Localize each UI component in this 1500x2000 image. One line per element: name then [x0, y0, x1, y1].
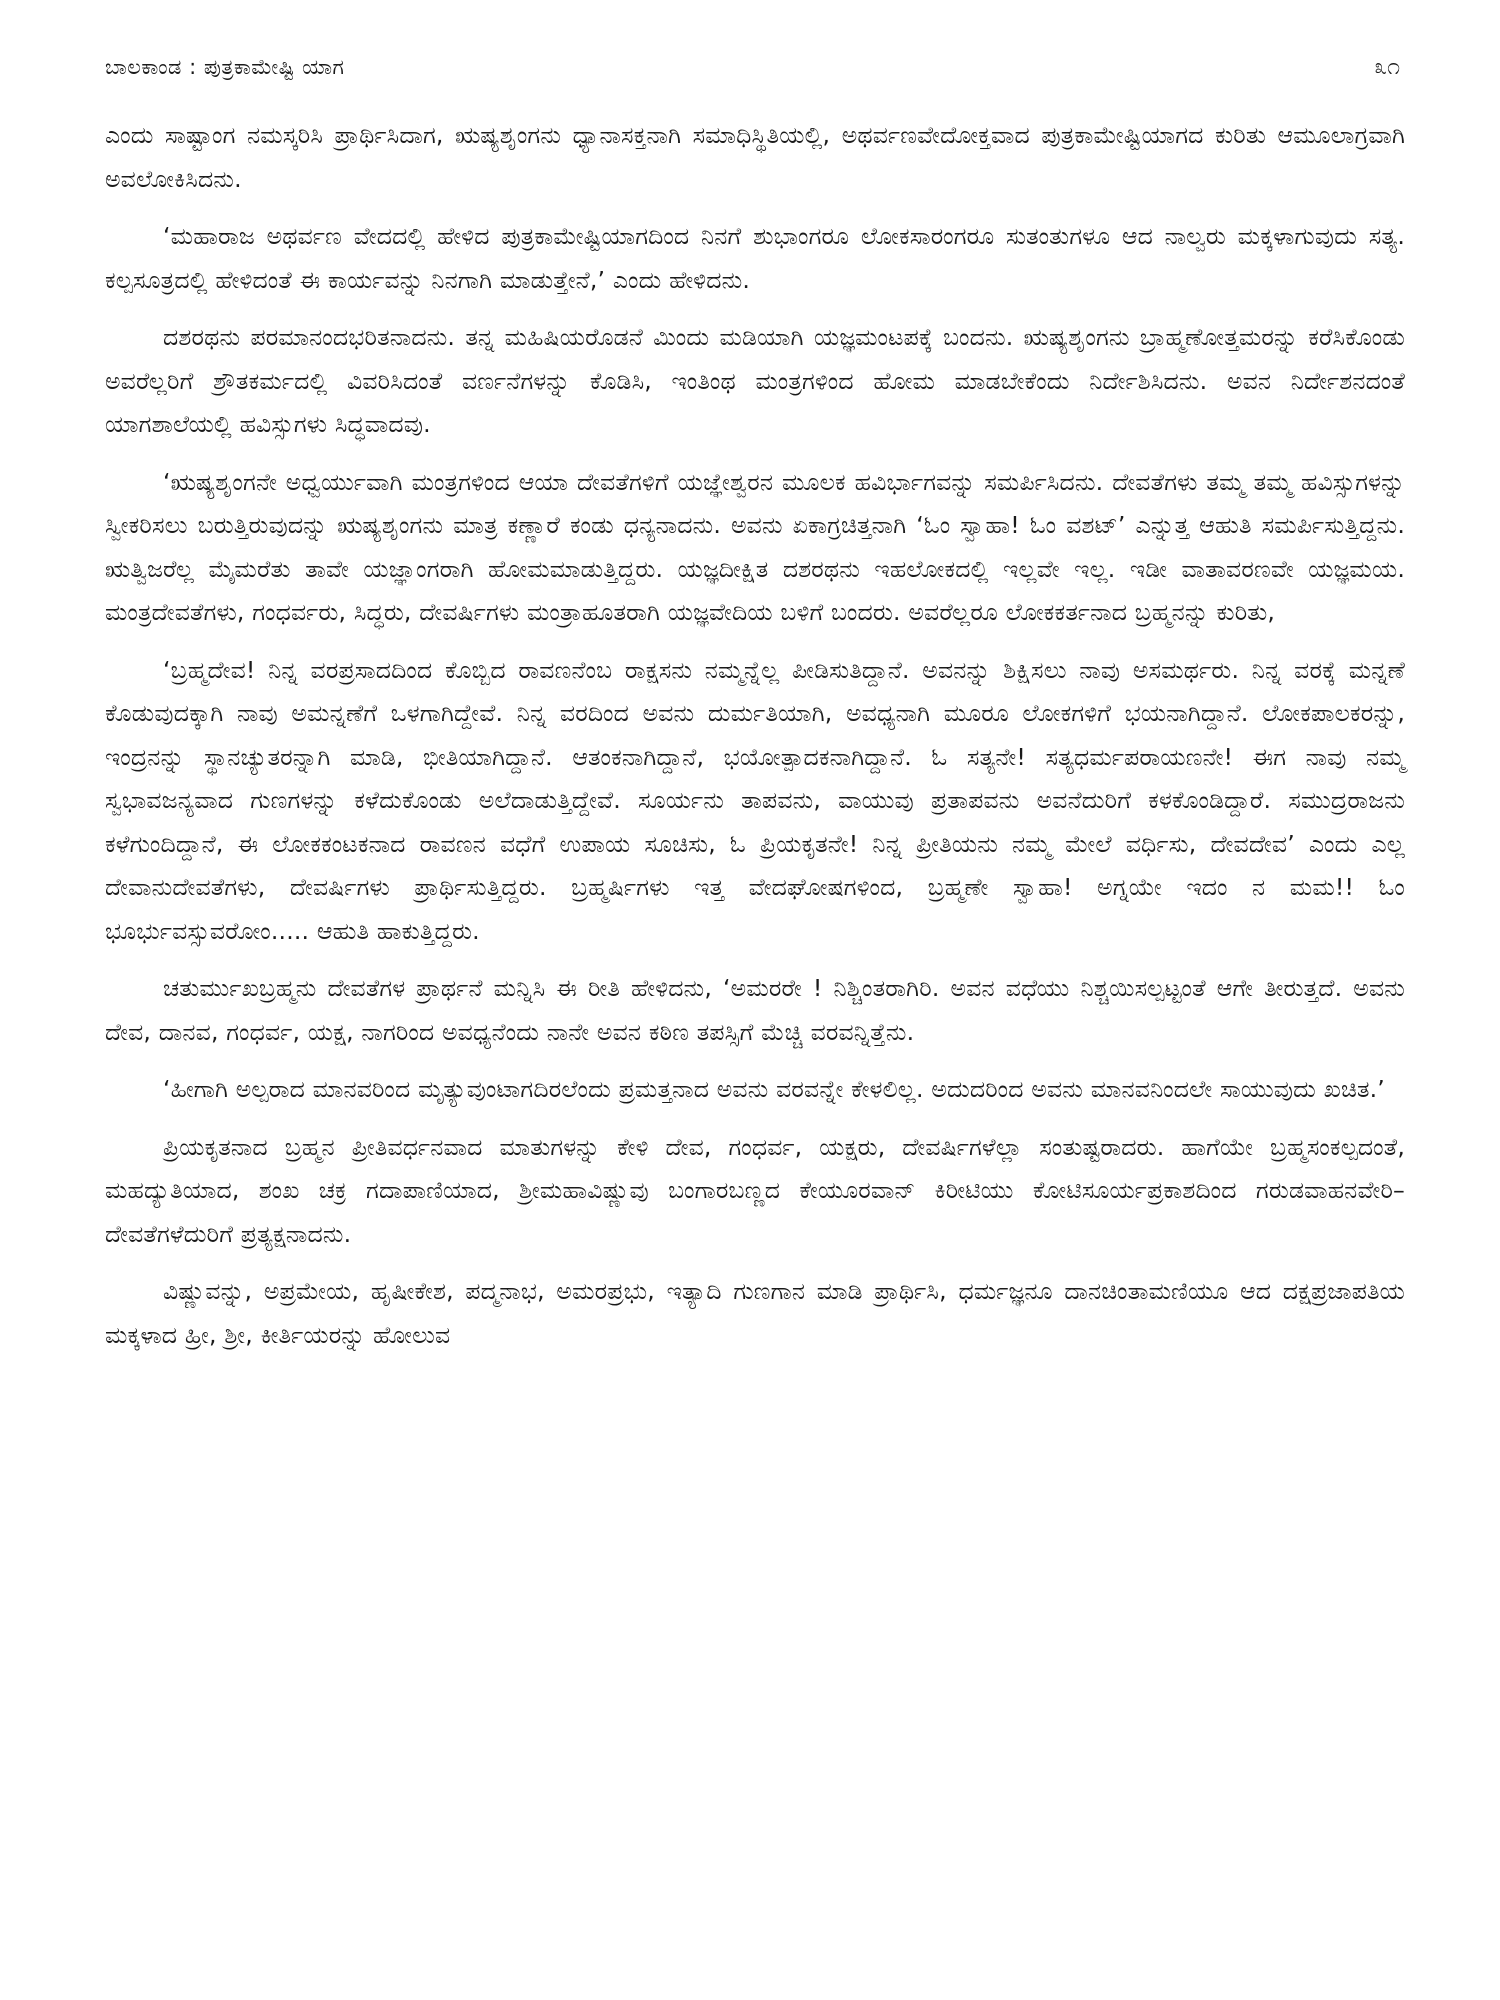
paragraph-8: ಪ್ರಿಯಕೃತನಾದ ಬ್ರಹ್ಮನ ಪ್ರೀತಿವರ್ಧನವಾದ ಮಾತುಗಳನ್ನು ಕೇಳಿ ದೇವ, ಗಂಧರ್ವ, ಯಕ್ಷರು, ದೇವರ್ಷಿಗಳೆಲ್ಲಾ ಸಂತುಷ್ಟರಾದರು. ಹಾಗೆಯೇ ಬ್ರಹ್ಮಸಂಕಲ್ಪದಂತೆ, ಮಹದ್ಯುತಿಯಾದ, ಶಂಖ ಚಕ್ರ ಗದಾಪಾಣಿಯಾದ, ಶ್ರೀಮಹಾವಿಷ್ಣುವು ಬಂಗಾರಬಣ್ಣದ ಕೇಯೂರವಾನ್ ಕಿರೀಟಿಯು ಕೋಟಿಸೂರ್ಯಪ್ರಕಾಶದಿಂದ ಗರುಡವಾಹನವೇರಿ–ದೇವತೆಗಳೆದುರಿಗೆ ಪ್ರತ್ಯಕ್ಷನಾದನು. [105, 1132, 1405, 1248]
paragraph-6: ಚತುರ್ಮುಖಬ್ರಹ್ಮನು ದೇವತೆಗಳ ಪ್ರಾರ್ಥನೆ ಮನ್ನಿಸಿ ಈ ರೀತಿ ಹೇಳಿದನು, ‘ಅಮರರೇ ! ನಿಶ್ಚಿಂತರಾಗಿರಿ. ಅವನ ವಧೆಯು ನಿಶ್ಚಯಿಸಲ್ಪಟ್ಟಂತೆ ಆಗೇ ತೀರುತ್ತದೆ. ಅವನು ದೇವ, ದಾನವ, ಗಂಧರ್ವ, ಯಕ್ಷ, ನಾಗರಿಂದ ಅವಧ್ಯನೆಂದು ನಾನೇ ಅವನ ಕಠಿಣ ತಪಸ್ಸಿಗೆ ಮೆಚ್ಚಿ ವರವನ್ನಿತ್ತೆನು. [105, 974, 1405, 1046]
paragraph-4: ‘ಋಷ್ಯಶೃಂಗನೇ ಅಧ್ವರ್ಯುವಾಗಿ ಮಂತ್ರಗಳಿಂದ ಆಯಾ ದೇವತೆಗಳಿಗೆ ಯಜ್ಞೇಶ್ವರನ ಮೂಲಕ ಹವಿರ್ಭಾಗವನ್ನು ಸಮರ್ಪಿಸಿದನು. ದೇವತೆಗಳು ತಮ್ಮ ತಮ್ಮ ಹವಿಸ್ಸುಗಳನ್ನು ಸ್ವೀಕರಿಸಲು ಬರುತ್ತಿರುವುದನ್ನು ಋಷ್ಯಶೃಂಗನು ಮಾತ್ರ ಕಣ್ಣಾರೆ ಕಂಡು ಧನ್ಯನಾದನು. ಅವನು ಏಕಾಗ್ರಚಿತ್ತನಾಗಿ ‘ಓಂ ಸ್ವಾಹಾ! ಓಂ ವಶಟ್’ ಎನ್ನುತ್ತ ಆಹುತಿ ಸಮರ್ಪಿಸುತ್ತಿದ್ದನು. ಋತ್ವಿಜರೆಲ್ಲ ಮೈಮರೆತು ತಾವೇ ಯಜ್ಞಾಂಗರಾಗಿ ಹೋಮಮಾಡುತ್ತಿದ್ದರು. ಯಜ್ಞದೀಕ್ಷಿತ ದಶರಥನು ಇಹಲೋಕದಲ್ಲಿ ಇಲ್ಲವೇ ಇಲ್ಲ. ಇಡೀ ವಾತಾವರಣವೇ ಯಜ್ಞಮಯ. ಮಂತ್ರದೇವತೆಗಳು, ಗಂಧರ್ವರು, ಸಿದ್ಧರು, ದೇವರ್ಷಿಗಳು ಮಂತ್ರಾಹೂತರಾಗಿ ಯಜ್ಞವೇದಿಯ ಬಳಿಗೆ ಬಂದರು. ಅವರೆಲ್ಲರೂ ಲೋಕಕರ್ತನಾದ ಬ್ರಹ್ಮನನ್ನು ಕುರಿತು, [105, 467, 1405, 626]
paragraph-5: ‘ಬ್ರಹ್ಮದೇವ! ನಿನ್ನ ವರಪ್ರಸಾದದಿಂದ ಕೊಬ್ಬಿದ ರಾವಣನೆಂಬ ರಾಕ್ಷಸನು ನಮ್ಮನ್ನೆಲ್ಲ ಪೀಡಿಸುತಿದ್ದಾನೆ. ಅವನನ್ನು ಶಿಕ್ಷಿಸಲು ನಾವು ಅಸಮರ್ಥರು. ನಿನ್ನ ವರಕ್ಕೆ ಮನ್ನಣೆ ಕೊಡುವುದಕ್ಕಾಗಿ ನಾವು ಅಮನ್ನಣೆಗೆ ಒಳಗಾಗಿದ್ದೇವೆ. ನಿನ್ನ ವರದಿಂದ ಅವನು ದುರ್ಮತಿಯಾಗಿ, ಅವಧ್ಯನಾಗಿ ಮೂರೂ ಲೋಕಗಳಿಗೆ ಭಯನಾಗಿದ್ದಾನೆ. ಲೋಕಪಾಲಕರನ್ನು, ಇಂದ್ರನನ್ನು ಸ್ಥಾನಚ್ಯುತರನ್ನಾಗಿ ಮಾಡಿ, ಭೀತಿಯಾಗಿದ್ದಾನೆ. ಆತಂಕನಾಗಿದ್ದಾನೆ, ಭಯೋತ್ಪಾದಕನಾಗಿದ್ದಾನೆ. ಓ ಸತ್ಯನೇ! ಸತ್ಯಧರ್ಮಪರಾಯಣನೇ! ಈಗ ನಾವು ನಮ್ಮ ಸ್ವಭಾವಜನ್ಯವಾದ ಗುಣಗಳನ್ನು ಕಳೆದುಕೊಂಡು ಅಲೆದಾಡುತ್ತಿದ್ದೇವೆ. ಸೂರ್ಯನು ತಾಪವನು, ವಾಯುವು ಪ್ರತಾಪವನು ಅವನೆದುರಿಗೆ ಕಳಕೊಂಡಿದ್ದಾರೆ. ಸಮುದ್ರರಾಜನು ಕಳೆಗುಂದಿದ್ದಾನೆ, ಈ ಲೋಕಕಂಟಕನಾದ ರಾವಣನ ವಧೆಗೆ ಉಪಾಯ ಸೂಚಿಸು, ಓ ಪ್ರಿಯಕೃತನೇ! ನಿನ್ನ ಪ್ರೀತಿಯನು ನಮ್ಮ ಮೇಲೆ ವರ್ಧಿಸು, ದೇವದೇವ’ ಎಂದು ಎಲ್ಲ ದೇವಾನುದೇವತೆಗಳು, ದೇವರ್ಷಿಗಳು ಪ್ರಾರ್ಥಿಸುತ್ತಿದ್ದರು. ಬ್ರಹ್ಮರ್ಷಿಗಳು ಇತ್ತ ವೇದಘೋಷಗಳಿಂದ, ಬ್ರಹ್ಮಣೇ ಸ್ವಾಹಾ! ಅಗ್ನಯೇ ಇದಂ ನ ಮಮ!! ಓಂ ಭೂರ್ಭುವಸ್ಸುವರೋಂ..... ಆಹುತಿ ಹಾಕುತ್ತಿದ್ದರು. [105, 655, 1405, 945]
chapter-title: ಬಾಲಕಾಂಡ : ಪುತ್ರಕಾಮೇಷ್ಟಿ ಯಾಗ [105, 55, 345, 79]
page-number: ೩೧ [1374, 54, 1400, 80]
paragraph-2: ‘ಮಹಾರಾಜ ಅಥರ್ವಣ ವೇದದಲ್ಲಿ ಹೇಳಿದ ಪುತ್ರಕಾಮೇಷ್ಟಿಯಾಗದಿಂದ ನಿನಗೆ ಶುಭಾಂಗರೂ ಲೋಕಸಾರಂಗರೂ ಸುತಂತುಗಳೂ ಆದ ನಾಲ್ವರು ಮಕ್ಕಳಾಗುವುದು ಸತ್ಯ. ಕಲ್ಪಸೂತ್ರದಲ್ಲಿ ಹೇಳಿದಂತೆ ಈ ಕಾರ್ಯವನ್ನು ನಿನಗಾಗಿ ಮಾಡುತ್ತೇನೆ,’ ಎಂದು ಹೇಳಿದನು. [105, 222, 1405, 294]
running-header [105, 52, 1405, 82]
paragraph-3: ದಶರಥನು ಪರಮಾನಂದಭರಿತನಾದನು. ತನ್ನ ಮಹಿಷಿಯರೊಡನೆ ಮಿಂದು ಮಡಿಯಾಗಿ ಯಜ್ಞಮಂಟಪಕ್ಕೆ ಬಂದನು. ಋಷ್ಯಶೃಂಗನು ಬ್ರಾಹ್ಮಣೋತ್ತಮರನ್ನು ಕರೆಸಿಕೊಂಡು ಅವರೆಲ್ಲರಿಗೆ ಶ್ರೌತಕರ್ಮದಲ್ಲಿ ವಿವರಿಸಿದಂತೆ ವರ್ಣನೆಗಳನ್ನು ಕೊಡಿಸಿ, ಇಂತಿಂಥ ಮಂತ್ರಗಳಿಂದ ಹೋಮ ಮಾಡಬೇಕೆಂದು ನಿರ್ದೇಶಿಸಿದನು. ಅವನ ನಿರ್ದೇಶನದಂತೆ ಯಾಗಶಾಲೆಯಲ್ಲಿ ಹವಿಸ್ಸುಗಳು ಸಿದ್ಧವಾದವು. [105, 323, 1405, 438]
paragraph-9: ವಿಷ್ಣುವನ್ನು, ಅಪ್ರಮೇಯ, ಹೃಷೀಕೇಶ, ಪದ್ಮನಾಭ, ಅಮರಪ್ರಭು, ಇತ್ಯಾದಿ ಗುಣಗಾನ ಮಾಡಿ ಪ್ರಾರ್ಥಿಸಿ, ಧರ್ಮಜ್ಞನೂ ದಾನಚಿಂತಾಮಣಿಯೂ ಆದ ದಕ್ಷಪ್ರಜಾಪತಿಯ ಮಕ್ಕಳಾದ ಹ್ರೀ, ಶ್ರೀ, ಕೀರ್ತಿಯರನ್ನು ಹೋಲುವ [105, 1277, 1405, 1349]
paragraph-7: ‘ಹೀಗಾಗಿ ಅಲ್ಪರಾದ ಮಾನವರಿಂದ ಮೃತ್ಯುವುಂಟಾಗದಿರಲೆಂದು ಪ್ರಮತ್ತನಾದ ಅವನು ವರವನ್ನೇ ಕೇಳಲಿಲ್ಲ. ಅದುದರಿಂದ ಅವನು ಮಾನವನಿಂದಲೇ ಸಾಯುವುದು ಖಚಿತ.’ [163, 1075, 1385, 1103]
paragraph-1: ಎಂದು ಸಾಷ್ಟಾಂಗ ನಮಸ್ಕರಿಸಿ ಪ್ರಾರ್ಥಿಸಿದಾಗ, ಋಷ್ಯಶೃಂಗನು ಧ್ಯಾನಾಸಕ್ತನಾಗಿ ಸಮಾಧಿಸ್ಥಿತಿಯಲ್ಲಿ, ಅಥರ್ವಣವೇದೋಕ್ತವಾದ ಪುತ್ರಕಾಮೇಷ್ಟಿಯಾಗದ ಕುರಿತು ಆಮೂಲಾಗ್ರವಾಗಿ ಅವಲೋಕಿಸಿದನು. [105, 121, 1405, 193]
